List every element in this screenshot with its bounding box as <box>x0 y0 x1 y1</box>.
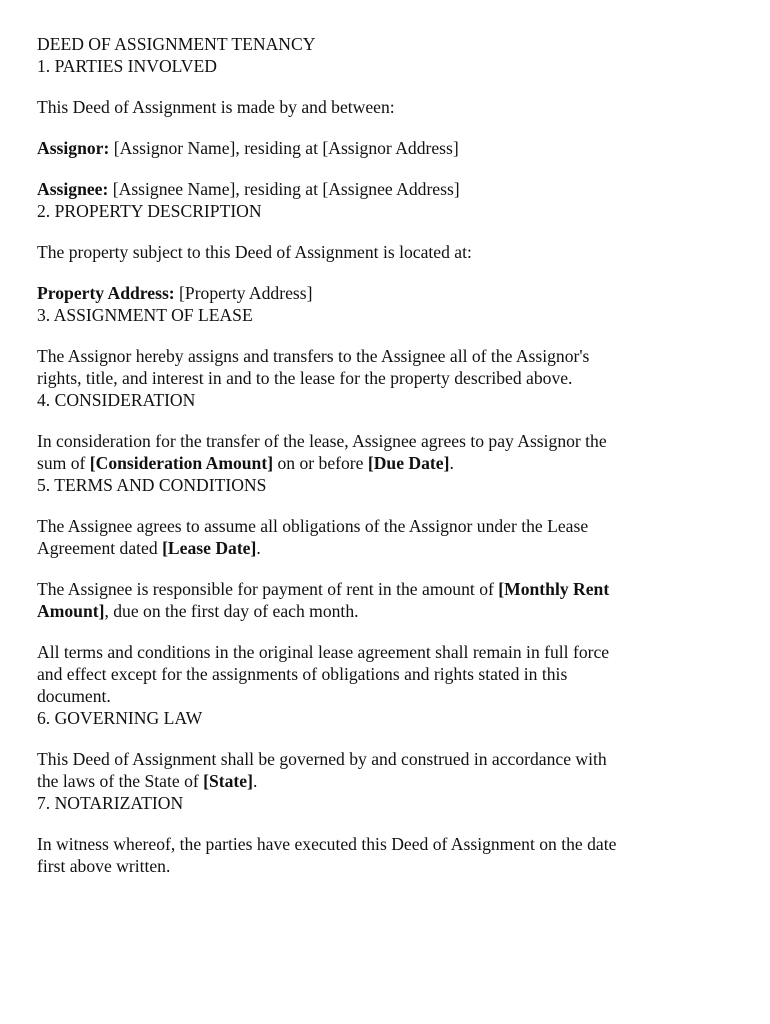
consideration-pre: sum of <box>37 453 90 473</box>
terms-p1-line-1: The Assignee agrees to assume all obligations of the Assignor under the Lease <box>37 516 589 536</box>
property-address-text: [Property Address] <box>174 283 313 303</box>
terms-paragraph-3 <box>37 641 737 707</box>
document-page <box>37 33 737 877</box>
terms-p2-end: , due on the first day of each month. <box>104 601 359 621</box>
notarization-paragraph <box>37 833 737 877</box>
terms-p1-end: . <box>256 538 261 558</box>
section-heading-notarization: 7. NOTARIZATION <box>37 793 184 813</box>
terms-p2-line-2 <box>37 600 737 622</box>
assignor-line <box>37 137 737 159</box>
governing-law-pre: the laws of the State of <box>37 771 204 791</box>
assignment-line-2: rights, title, and interest in and to the lease for the property described above. <box>37 368 573 388</box>
terms-paragraph-1 <box>37 515 737 559</box>
terms-p3-line-3: document. <box>37 686 111 706</box>
terms-p2-pre: The Assignee is responsible for payment of rent in the amount of <box>37 579 499 599</box>
consideration-end: . <box>449 453 454 473</box>
section-heading-consideration: 4. CONSIDERATION <box>37 390 196 410</box>
governing-law-end: . <box>252 771 258 791</box>
assignor-label: Assignor: <box>37 138 110 158</box>
consideration-line-1: In consideration for the transfer of the lease, Assignee agrees to pay Assignor the <box>37 431 607 451</box>
section-heading-property: 2. PROPERTY DESCRIPTION <box>37 201 262 221</box>
section-heading-terms: 5. TERMS AND CONDITIONS <box>37 475 267 495</box>
property-intro: The property subject to this Deed of Assignment is located at: <box>37 242 472 262</box>
monthly-rent-part-2: Amount] <box>37 601 105 621</box>
assignment-paragraph <box>37 345 737 389</box>
terms-paragraph-2 <box>37 578 737 622</box>
notarization-line-1: In witness whereof, the parties have executed this Deed of Assignment on the date <box>37 834 617 854</box>
section-heading-parties: 1. PARTIES INVOLVED <box>37 56 217 76</box>
document-title: DEED OF ASSIGNMENT TENANCY <box>37 34 316 54</box>
consideration-paragraph <box>37 430 737 474</box>
due-date: [Due Date] <box>367 453 450 473</box>
assignee-label: Assignee: <box>37 179 109 199</box>
assignee-text: [Assignee Name], residing at [Assignee Address] <box>108 179 460 199</box>
terms-p2-line-1 <box>37 578 737 600</box>
notarization-line-2: first above written. <box>37 856 171 876</box>
section-heading-assignment: 3. ASSIGNMENT OF LEASE <box>37 305 253 325</box>
lease-date: [Lease Date] <box>162 538 257 558</box>
parties-intro: This Deed of Assignment is made by and between: <box>37 97 395 117</box>
governing-law-line-1: This Deed of Assignment shall be governed by and construed in accordance with <box>37 749 607 769</box>
property-address-line <box>37 282 737 304</box>
terms-p1-line-2 <box>37 537 737 559</box>
assignor-text: [Assignor Name], residing at [Assignor Address] <box>109 138 459 158</box>
consideration-line-2 <box>37 452 737 474</box>
consideration-mid: on or before <box>273 453 368 473</box>
section-heading-governing-law: 6. GOVERNING LAW <box>37 708 203 728</box>
property-address-label: Property Address: <box>37 283 175 303</box>
consideration-amount: [Consideration Amount] <box>89 453 274 473</box>
monthly-rent-part-1: [Monthly Rent <box>498 579 610 599</box>
terms-p1-pre: Agreement dated <box>37 538 163 558</box>
terms-p3-line-2: and effect except for the assignments of obligations and rights stated in this <box>37 664 568 684</box>
governing-law-paragraph <box>37 748 737 792</box>
assignee-line <box>37 178 737 200</box>
governing-law-line-2 <box>37 770 737 792</box>
assignment-line-1: The Assignor hereby assigns and transfers to the Assignee all of the Assignor's <box>37 346 590 366</box>
state-placeholder: [State] <box>203 771 253 791</box>
terms-p3-line-1: All terms and conditions in the original lease agreement shall remain in full force <box>37 642 610 662</box>
